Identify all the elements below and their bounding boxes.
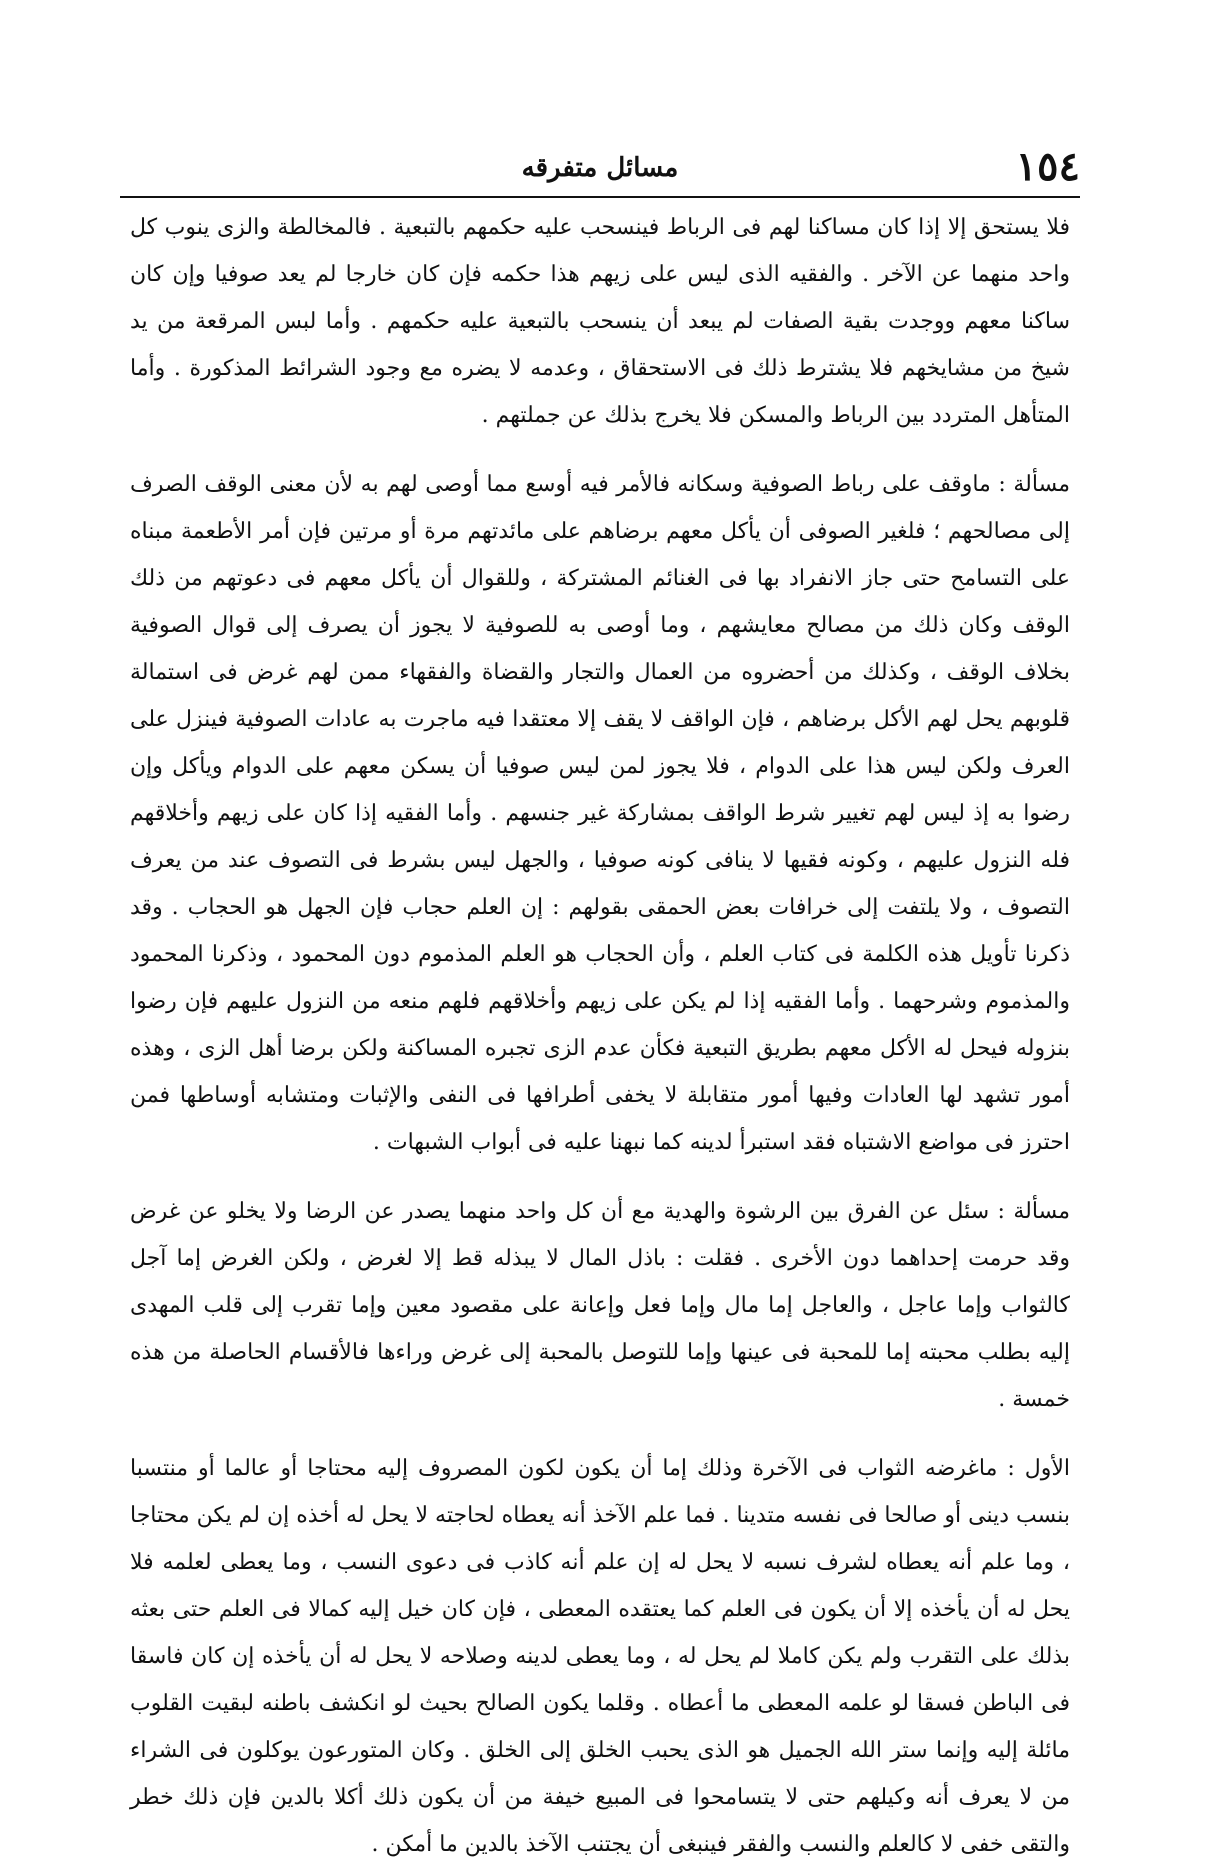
page-number: ١٥٤ bbox=[1015, 143, 1080, 190]
paragraph-issue-bribe-gift: مسألة : سئل عن الفرق بين الرشوة والهدية مع أن كل واحد منهما يصدر عن الرضا ولا يخلو عن غرض وقد حرمت إحداهما دون الأخرى . فقلت : باذل المال لا يبذله قط إلا لغرض ، ولكن الغرض إما آجل كالثواب وإما عاجل ، والعاجل إما مال وإما فعل وإعانة على مقصود معين وإما تقرب إلى قلب المهدى إليه بطلب محبته إما للمحبة فى عينها وإما للتوصل بالمحبة إلى غرض وراءها فالأقسام الحاصلة من هذه خمسة . bbox=[130, 1199, 1070, 1412]
paragraph-first-type: الأول : ماغرضه الثواب فى الآخرة وذلك إما أن يكون لكون المصروف إليه محتاجا أو عالما أو منتسبا بنسب دينى أو صالحا فى نفسه متدينا . فما علم الآخذ أنه يعطاه لحاجته لا يحل له أخذه إن لم يكن محتاجا ، وما علم أنه يعطاه لشرف نسبه لا يحل له إن علم أنه كاذب فى دعوى النسب ، وما يعطى لعلمه فلا يحل له أن يأخذه إلا أن يكون فى العلم كما يعتقده المعطى ، فإن كان خيل إليه كمالا فى العلم حتى بعثه بذلك على التقرب ولم يكن كاملا لم يحل له ، وما يعطى لدينه وصلاحه لا يحل له أن يأخذه إن كان فاسقا فى الباطن فسقا لو علمه المعطى ما أعطاه . وقلما يكون الصالح بحيث لو انكشف باطنه لبقيت القلوب مائلة إليه وإنما ستر الله الجميل هو الذى يحبب الخلق إلى الخلق . وكان المتورعون يوكلون فى الشراء من لا يعرف أنه وكيلهم حتى لا يتسامحوا فى المبيع خيفة من أن يكون ذلك أكلا بالدين فإن ذلك خطر والتقى خفى لا كالعلم والنسب والفقر فينبغى أن يجتنب الآخذ بالدين ما أمكن . bbox=[130, 1456, 1070, 1857]
paragraph-continuation: فلا يستحق إلا إذا كان مساكنا لهم فى الرباط فينسحب عليه حكمهم بالتبعية . فالمخالطة والزى ينوب كل واحد منهما عن الآخر . والفقيه الذى ليس على زيهم هذا حكمه فإن كان خارجا لم يعد صوفيا وإن كان ساكنا معهم ووجدت بقية الصفات لم يبعد أن ينسحب بالتبعية عليه حكمهم . وأما لبس المرقعة من يد شيخ من مشايخهم فلا يشترط ذلك فى الاستحقاق ، وعدمه لا يضره مع وجود الشرائط المذكورة . وأما المتأهل المتردد بين الرباط والمسكن فلا يخرج بذلك عن جملتهم . bbox=[130, 215, 1070, 428]
body-text bbox=[130, 204, 1070, 1868]
paragraph-issue-endowment: مسألة : ماوقف على رباط الصوفية وسكانه فالأمر فيه أوسع مما أوصى لهم به لأن معنى الوقف الصرف إلى مصالحهم ؛ فلغير الصوفى أن يأكل معهم برضاهم على مائدتهم مرة أو مرتين فإن أمر الأطعمة مبناه على التسامح حتى جاز الانفراد بها فى الغنائم المشتركة ، وللقوال أن يأكل معهم فى دعوتهم من ذلك الوقف وكان ذلك من مصالح معايشهم ، وما أوصى به للصوفية لا يجوز أن يصرف إلى قوال الصوفية بخلاف الوقف ، وكذلك من أحضروه من العمال والتجار والقضاة والفقهاء ممن لهم غرض فى استمالة قلوبهم يحل لهم الأكل برضاهم ، فإن الواقف لا يقف إلا معتقدا فيه ماجرت به عادات الصوفية فينزل على العرف ولكن ليس هذا على الدوام ، فلا يجوز لمن ليس صوفيا أن يسكن معهم على الدوام ويأكل وإن رضوا به إذ ليس لهم تغيير شرط الواقف بمشاركة غير جنسهم . وأما الفقيه إذا كان على زيهم وأخلاقهم فله النزول عليهم ، وكونه فقيها لا ينافى كونه صوفيا ، والجهل ليس بشرط فى التصوف عند من يعرف التصوف ، ولا يلتفت إلى خرافات بعض الحمقى بقولهم : إن العلم حجاب فإن الجهل هو الحجاب . وقد ذكرنا تأويل هذه الكلمة فى كتاب العلم ، وأن الحجاب هو العلم المذموم دون المحمود ، وذكرنا المحمود والمذموم وشرحهما . وأما الفقيه إذا لم يكن على زيهم وأخلاقهم فلهم منعه من النزول عليهم فإن رضوا بنزوله فيحل له الأكل معهم بطريق التبعية فكأن عدم الزى تجبره المساكنة ولكن برضا أهل الزى ، وهذه أمور تشهد لها العادات وفيها أمور متقابلة لا يخفى أطرافها فى النفى والإثبات ومتشابه أوساطها فمن احترز فى مواضع الاشتباه فقد استبرأ لدينه كما نبهنا عليه فى أبواب الشبهات . bbox=[130, 472, 1070, 1155]
header-rule bbox=[120, 196, 1080, 198]
page-header bbox=[120, 140, 1080, 194]
running-title: مسائل متفرقه bbox=[521, 153, 679, 183]
